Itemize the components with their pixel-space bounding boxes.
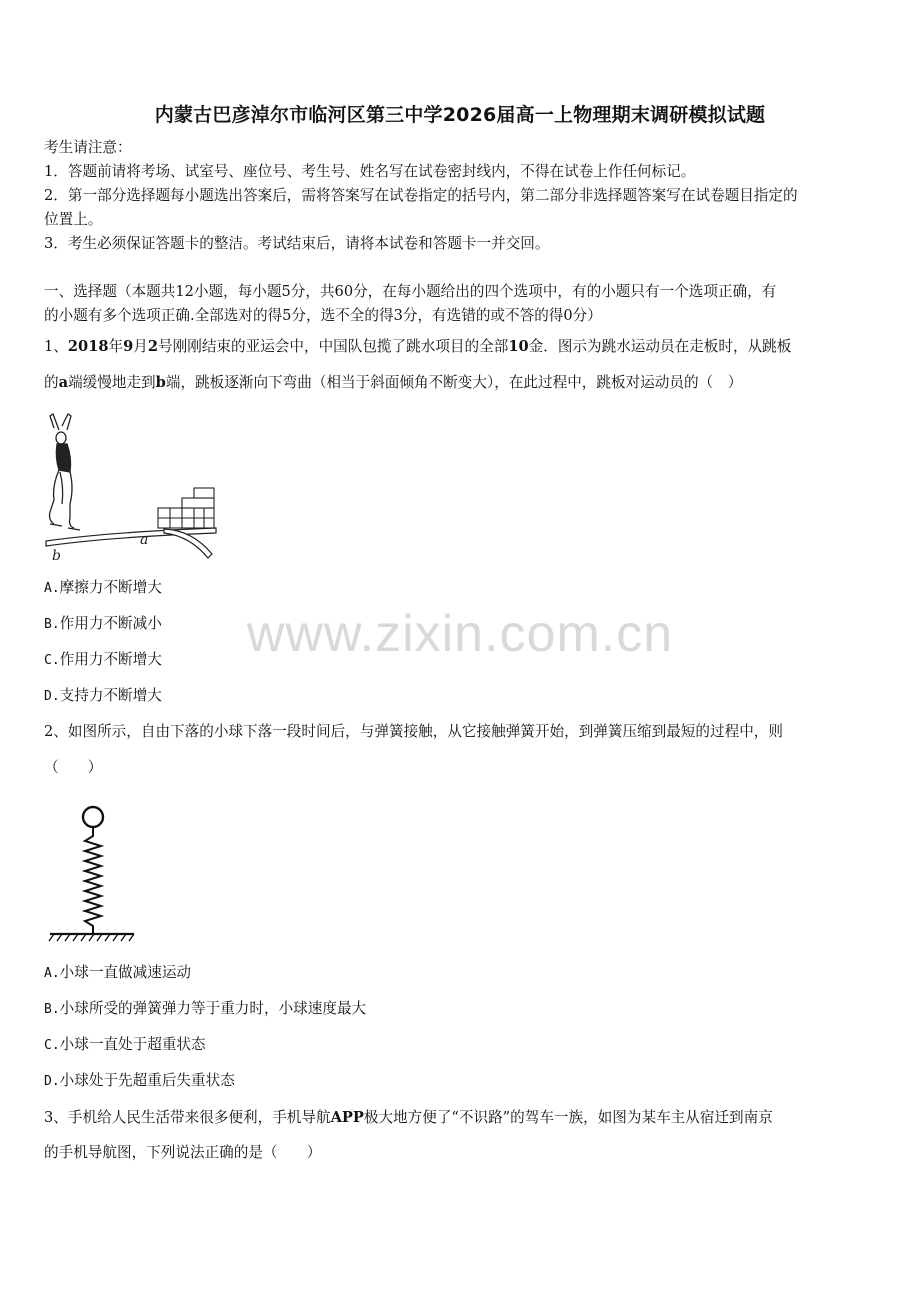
diver-illustration <box>50 414 81 530</box>
spring <box>85 827 101 934</box>
q3-app: APP <box>330 1109 364 1126</box>
question-3-line-1 <box>44 1106 884 1130</box>
page-title: 内蒙古巴彦淖尔市临河区第三中学2026届高一上物理期末调研模拟试题 <box>154 104 766 126</box>
notice-heading: 考生请注意： <box>44 139 132 156</box>
board-steps <box>158 488 214 528</box>
option-letter: D. <box>44 1074 60 1089</box>
q1-option-d[interactable] <box>44 684 162 709</box>
q1-text: 的 <box>44 374 59 391</box>
ball <box>83 807 103 827</box>
option-text: 小球一直做减速运动 <box>59 964 192 981</box>
q1-option-b[interactable] <box>44 612 162 637</box>
figure-label-b: b <box>52 548 61 564</box>
q1-text: 号刚刚结束的亚运会中，中国队包揽了跳水项目的全部 <box>158 338 509 355</box>
q1-text: 端缓慢地走到 <box>68 374 156 391</box>
q1-text: 金．图示为跳水运动员在走板时，从跳板 <box>528 338 792 355</box>
option-text: 作用力不断增大 <box>59 651 162 668</box>
q1-count: 10 <box>508 338 529 355</box>
option-letter: D. <box>44 689 60 704</box>
q2-option-c[interactable] <box>44 1033 206 1058</box>
question-3-line-2: 的手机导航图，下列说法正确的是（ ） <box>44 1144 322 1161</box>
q3-text: 3、手机给人民生活带来很多便利，手机导航 <box>44 1109 331 1126</box>
option-text: 小球处于先超重后失重状态 <box>59 1072 235 1089</box>
option-text: 摩擦力不断增大 <box>59 579 162 596</box>
option-text: 小球一直处于超重状态 <box>59 1036 206 1053</box>
q1-option-c[interactable] <box>44 648 162 673</box>
option-letter: C. <box>44 653 60 668</box>
q1-text: 1、 <box>44 338 68 355</box>
q1-year: 2018 <box>67 338 109 355</box>
q1-point-b: b <box>155 374 166 391</box>
option-text: 支持力不断增大 <box>59 687 162 704</box>
figure-label-a: a <box>140 532 149 548</box>
option-letter: B. <box>44 1002 60 1017</box>
notice-item-2: 2．第一部分选择题每小题选出答案后，需将答案写在试卷指定的括号内，第二部分非选择题答案写在试卷题目指定的 <box>44 187 798 204</box>
q1-text: 年 <box>108 338 124 355</box>
section-header-line-2: 的小题有多个选项正确.全部选对的得5分，选不全的得3分，有选错的或不答的得0分） <box>44 307 602 324</box>
q1-point-a: a <box>58 374 69 391</box>
question-2-line-1: 2、如图所示，自由下落的小球下落一段时间后，与弹簧接触，从它接触弹簧开始，到弹簧压缩到最短的过程中，则 <box>44 723 783 740</box>
q1-day: 2 <box>147 338 159 355</box>
spring-ball-figure <box>44 800 140 946</box>
q1-text: 端，跳板逐渐向下弯曲（相当于斜面倾角不断变大），在此过程中，跳板对运动员的（ ） <box>165 374 743 391</box>
q2-option-b[interactable] <box>44 997 366 1022</box>
notice-item-3: 3．考生必须保证答题卡的整洁。考试结束后，请将本试卷和答题卡一并交回。 <box>44 235 550 252</box>
watermark: www.zixin.com.cn <box>246 605 674 663</box>
option-letter: C. <box>44 1038 60 1053</box>
q3-text: 极大地方便了“不识路”的驾车一族，如图为某车主从宿迁到南京 <box>363 1109 773 1126</box>
option-text: 小球所受的弹簧弹力等于重力时，小球速度最大 <box>59 1000 367 1017</box>
q1-month: 9 <box>123 338 134 355</box>
option-letter: A. <box>44 966 60 981</box>
question-1-line-2 <box>44 371 884 395</box>
q2-option-a[interactable] <box>44 961 191 986</box>
notice-item-1: 1．答题前请将考场、试室号、座位号、考生号、姓名写在试卷密封线内，不得在试卷上作任何标记。 <box>44 163 696 180</box>
diving-board-figure <box>40 408 220 568</box>
option-letter: B. <box>44 617 60 632</box>
notice-item-2-cont: 位置上。 <box>44 211 103 228</box>
option-text: 作用力不断减小 <box>59 615 162 632</box>
q1-text: 月 <box>133 338 148 355</box>
section-header-line-1: 一、选择题（本题共12小题，每小题5分，共60分，在每小题给出的四个选项中，有的小题只有一个选项正确，有 <box>44 283 777 300</box>
question-2-line-2: （ ） <box>44 759 103 776</box>
q1-option-a[interactable] <box>44 576 162 601</box>
option-letter: A. <box>44 581 60 596</box>
q2-option-d[interactable] <box>44 1069 235 1094</box>
question-1-line-1 <box>44 335 884 359</box>
